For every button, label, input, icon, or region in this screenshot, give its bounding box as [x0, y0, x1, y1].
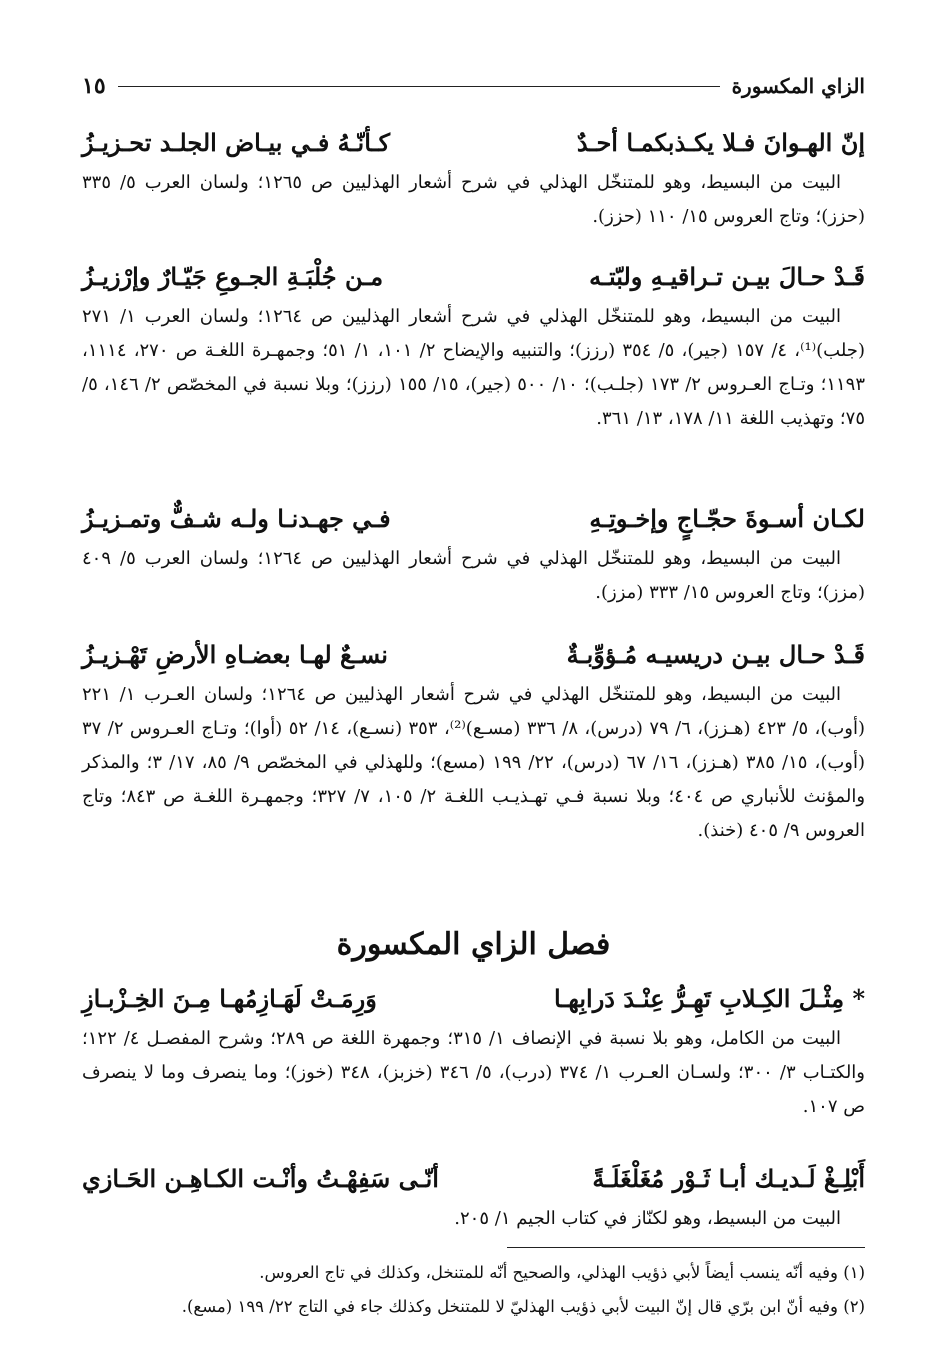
- verse-entry: [82, 1160, 865, 1236]
- verse-first-hemistich: قَـدْ حـال بيـن دريسيـه مُـؤوِّبـةٌ: [566, 640, 865, 669]
- verse-line: [82, 500, 865, 538]
- note-line: ١/ ٥١؛ وجمهـرة اللغـة ص ٢٧٠، ١١١٤، ١١٩٣؛ وتـاج العـروس ٢/ ١٧٣ (جلـب)؛: [82, 340, 866, 395]
- note-line: البيت من الكامل، وهو بلا نسبة في الإنصاف ١/ ٣١٥؛ وجمهرة اللغة ص ٢٨٩؛: [270, 1028, 841, 1049]
- note-line: البيت من البسيط، وهو للمتنخّل الهذلي في شرح أشعار الهذليين ص ١٢٦٤؛ ولسان: [199, 548, 841, 569]
- footnotes: [82, 1256, 865, 1324]
- verse-first-hemistich: إنّ الهـوانَ فـلا يكـذبكمـا أحـدٌ: [576, 128, 865, 157]
- section-heading: فصل الزاي المكسورة: [336, 927, 611, 962]
- running-title: الزاي المكسورة: [731, 74, 865, 98]
- note-line: ١٠/ ٥٠٠ (جير)، ١٥/ ١٥٥ (رزز)؛ وبلا نسبة في المخصّص ٢/ ١٤٦، ٥/ ٧٥؛ وتهذيب: [82, 374, 865, 429]
- verse-first-hemistich: * مِثْـلَ الكِـلابِ تَهِـرُّ عِنْـدَ دَرابِهـا: [553, 984, 865, 1013]
- note-line: العرب ٥/ ٤٠٩ (مزز)؛ وتاج العروس ١٥/ ٣٣٣ (مزز).: [82, 548, 865, 603]
- verse-line: [82, 258, 865, 296]
- verse-line: [82, 636, 865, 674]
- verse-entry: [82, 258, 865, 436]
- footnote-2: (٢) وفيه أنّ ابن برّي قال إنّ البيت لأبي ذؤيب الهذليّ لا للمتنخل وكذلك جاء في التاج ٢٢/ ١٩٩ (مسع).: [181, 1297, 865, 1316]
- page-number: ١٥: [82, 73, 106, 99]
- note-line: اللغة ١١/ ١٧٨، ١٣/ ٣٦١.: [596, 408, 775, 429]
- note-line: البيت من البسيط، وهو للمتنخّل الهذلي في شرح أشعار الهذليين ص ١٢٦٤؛ ولسان: [203, 684, 841, 705]
- note-line: البيت من البسيط، وهو للمتنخّل الهذلي في شرح أشعار الهذليين ص ١٢٦٥؛ ولسان: [199, 172, 841, 193]
- verse-line: [82, 124, 865, 162]
- verse-entry: [82, 636, 865, 848]
- verse-line: [82, 1160, 865, 1198]
- verse-first-hemistich: لكـان أسـوةَ حجّـاجٍ وإخـوتِـهِ: [589, 504, 865, 533]
- note-line: (خزبز)، ٣٤٨ (خوز)؛ وما ينصرف وما لا ينصرف ص ١٠٧.: [82, 1062, 865, 1117]
- verse-note: [82, 300, 865, 436]
- footnote-1: (١) وفيه أنّه ينسب أيضاً لأبي ذؤيب الهذلي، والصحيح أنّه للمتنخل، وكذلك في تاج العروس.: [259, 1263, 865, 1282]
- note-line: (نسـع)، ١٤/ ٥٢ (أوا)؛ وتـاج العـروس ٢/ ٣٧ (أوب)، ١٥/ ٣٨٥ (هـزز)، ١٦/ ٦٧: [82, 718, 866, 773]
- verse-first-hemistich: أَبْلِـغْ لَـديـك أبـا ثَـوْر مُغَلْغَلَـةً: [592, 1164, 865, 1193]
- note-line: للأنباري ص ٤٠٤؛ وبلا نسبة فـي تهـذيـب اللغـة ٢/ ١٠٥، ٧/ ٣٢٧؛ وجمهـرة اللغـة: [192, 786, 796, 807]
- verse-second-hemistich: فـي جهـدنـا ولـه شـفٌّ وتمـزيـزُ: [82, 504, 391, 533]
- note-line: العرب ٥/ ٣٣٥ (حزز)؛ وتاج العروس ١٥/ ١١٠ (حزز).: [82, 172, 865, 227]
- note-line: ص ٨٤٣؛ وتاج العروس ٩/ ٤٠٥ (خنذ).: [82, 786, 865, 841]
- verse-note: [82, 542, 865, 610]
- verse-entry: [82, 980, 865, 1124]
- note-line: البيت من البسيط، وهو للمتنخّل الهذلي في شرح أشعار الهذليين ص ١٢٦٤؛ ولسان: [199, 306, 841, 327]
- verse-second-hemistich: مـن جُلْبَـةِ الجـوعِ جَيّـارٌ وإرْزيـزُ: [82, 262, 384, 291]
- note-line: العرب ١/ ٢٧١ (جلب)⁽¹⁾، ٤/ ١٥٧ (جير)، ٥/ ٣٥٤ (رزز)؛ والتنبيه والإيضاح ٢/ ١٠١،: [82, 306, 865, 361]
- verse-note: [82, 1022, 865, 1124]
- page-header: [82, 66, 865, 106]
- verse-first-hemistich: قَـدْ حـالَ بيـن تـراقيـهِ ولبّتـه: [589, 262, 865, 291]
- verse-entry: [82, 500, 865, 610]
- verse-note: [82, 1202, 865, 1236]
- footnote-rule: [507, 1247, 865, 1248]
- verse-second-hemistich: وَرِمَـتْ لَهَـازِمُهـا مِـنَ الخِـزْبـازِ: [82, 984, 377, 1013]
- verse-line: [82, 980, 865, 1018]
- verse-note: [82, 166, 865, 234]
- verse-second-hemistich: نسـعٌ لهـا بعضـاهِ الأرضِ تَهْـزيـزُ: [82, 640, 388, 669]
- verse-second-hemistich: أنّـى سَفِهْـتُ وأنْـت الكـاهِـن الحَـازي: [82, 1164, 439, 1193]
- header-rule: [118, 86, 720, 87]
- note-line: العـرب ١/ ٢٢١ (أوب)، ٥/ ٤٢٣ (هـزز)، ٦/ ٧٩ (درس)، ٨/ ٣٣٦ (مسـع)⁽²⁾، ٣٥٣: [82, 684, 866, 739]
- verse-second-hemistich: كـأنّـهُ فـي بيـاض الجلـد تحـزيـزُ: [82, 128, 391, 157]
- verse-note: [82, 678, 865, 848]
- note-line: وشرح المفصـل ٤/ ١٢٢؛ والكتـاب ٣/ ٣٠٠؛ ولسـان العـرب ١/ ٣٧٤ (درب)، ٥/ ٣٤٦: [82, 1028, 865, 1083]
- verse-entry: [82, 124, 865, 234]
- note-line: (درس)، ٢٢/ ١٩٩ (مسع)؛ وللهذلي في المخصّص ٩/ ٨٥، ١٧/ ٣؛ والمذكر والمؤنث: [82, 752, 866, 807]
- note-line: البيت من البسيط، وهو لكنّاز في كتاب الجيم ١/ ٢٠٥.: [454, 1208, 841, 1229]
